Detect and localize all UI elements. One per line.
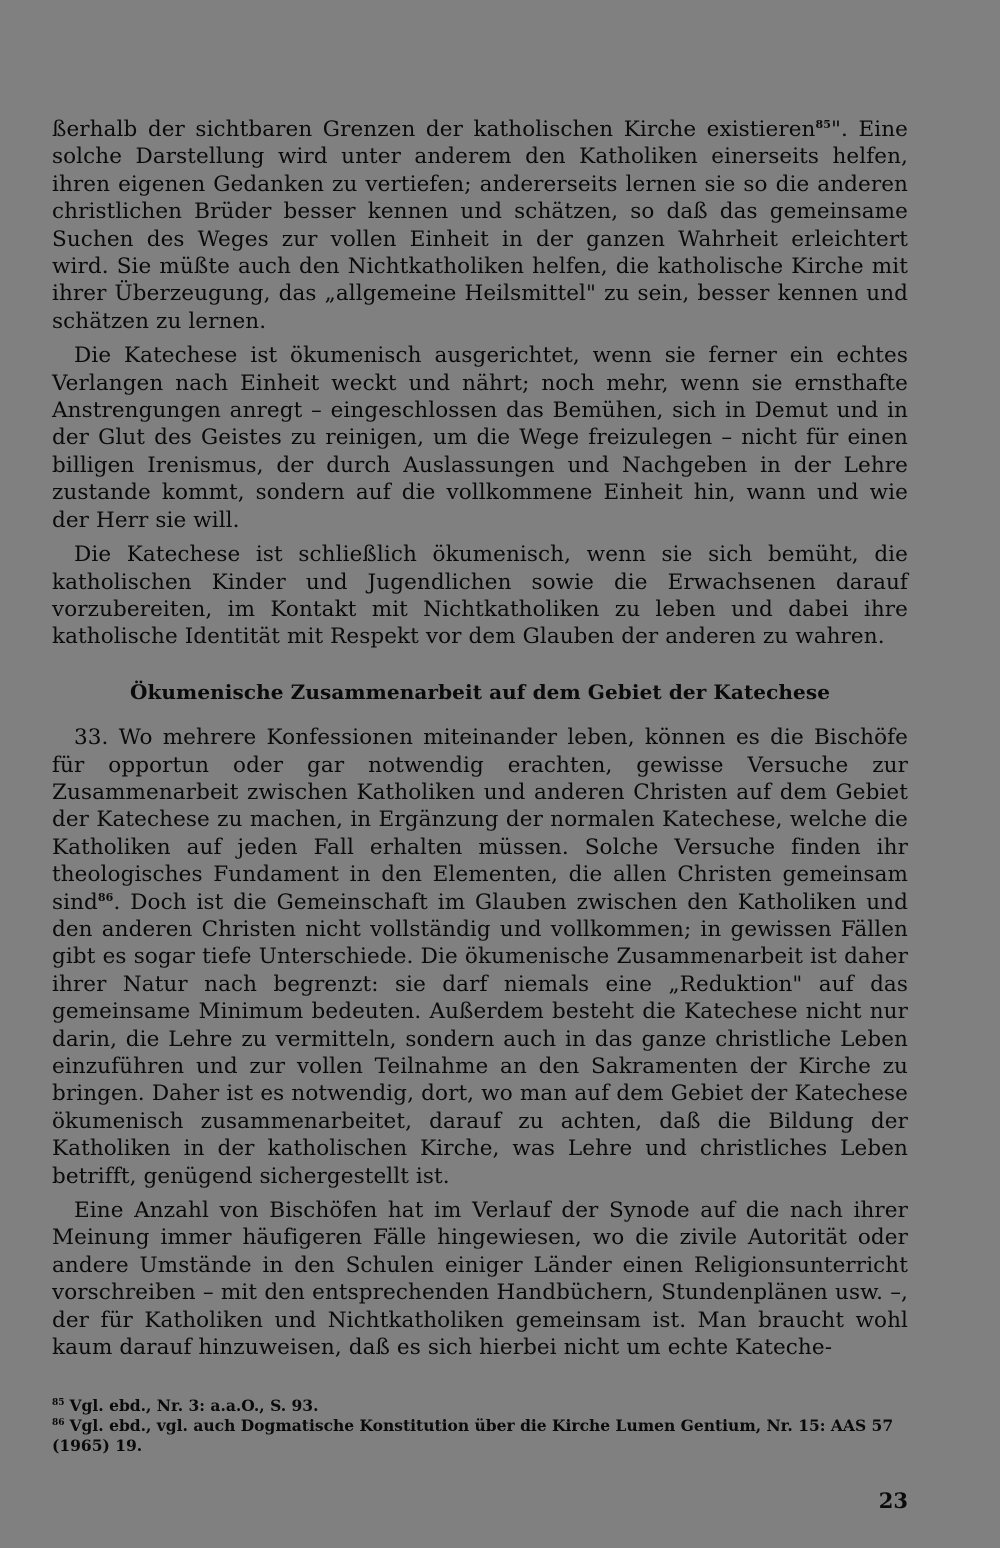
footnote-text: Vgl. ebd., Nr. 3: a.a.O., S. 93. bbox=[69, 1396, 319, 1415]
paragraph-1 bbox=[52, 116, 908, 335]
paragraph-5: Eine Anzahl von Bischöfen hat im Verlauf der Synode auf die nach ihrer Meinung immer häufigeren Fälle hingewiesen, wo die zivile Autorität oder andere Umstände in den Schulen einiger Länder einen Religionsunterricht vorschreiben – mit den entsprechenden Handbüchern, Stundenplänen usw. –, der für Katholiken und Nichtkatholiken gemeinsam ist. Man braucht wohl kaum darauf hinzuweisen, daß es sich hierbei nicht um echte Kateche- bbox=[52, 1198, 908, 1361]
footnote-reference-85: 85 bbox=[815, 117, 832, 131]
footnote-text: Vgl. ebd., vgl. auch Dogmatische Konstitution über die Kirche Lumen Gentium, Nr. 15: AAS 57 (1965) 19. bbox=[52, 1416, 894, 1455]
paragraph-3: Die Katechese ist schließlich ökumenisch, wenn sie sich bemüht, die katholischen Kinder und Jugendlichen sowie die Erwachsenen darauf vorzubereiten, im Kontakt mit Nichtkatholiken zu leben und dabei ihre katholische Identität mit Respekt vor dem Glauben der anderen zu wahren. bbox=[52, 542, 908, 650]
paragraph-1-part-b: ". Eine solche Darstellung wird unter anderem den Katholiken einerseits helfen, ihren eigenen Gedanken zu vertiefen; andererseits lernen sie so die anderen christlichen Brüder besser kennen und schätzen, so daß das gemeinsame Suchen des Weges zur vollen Einheit in der ganzen Wahrheit erleichtert wird. Sie müßte auch den Nichtkatholiken helfen, die katholische Kirche mit ihrer Überzeugung, das „allgemeine Heilsmittel" zu sein, besser kennen und schätzen zu lernen. bbox=[52, 117, 908, 334]
paragraph-4-part-b: . Doch ist die Gemeinschaft im Glauben zwischen den Katholiken und den anderen Christen nicht vollständig und vollkommen; in gewissen Fällen gibt es sogar tiefe Unterschiede. Die ökumenische Zusammenarbeit ist daher ihrer Natur nach begrenzt: sie darf niemals eine „Reduktion" auf das gemeinsame Minimum bedeuten. Außerdem besteht die Katechese nicht nur darin, die Lehre zu vermitteln, sondern auch in das ganze christliche Leben einzuführen und zur vollen Teilnahme an den Sakramenten der Kirche zu bringen. Daher ist es notwendig, dort, wo man auf dem Gebiet der Katechese ökumenisch zusammenarbeitet, darauf zu achten, daß die Bildung der Katholiken in der katholischen Kirche, was Lehre und christliches Leben betrifft, genügend sichergestellt ist. bbox=[52, 889, 908, 1189]
footnote-reference-86: 86 bbox=[97, 890, 114, 904]
footnote-mark: 85 bbox=[52, 1397, 65, 1408]
footnote-mark: 86 bbox=[52, 1417, 65, 1428]
footnote-85 bbox=[52, 1396, 908, 1416]
main-text bbox=[52, 116, 908, 1368]
footnote-86 bbox=[52, 1416, 908, 1456]
paragraph-1-part-a: ßerhalb der sichtbaren Grenzen der katholischen Kirche existieren bbox=[52, 117, 816, 142]
page-number: 23 bbox=[878, 1488, 908, 1513]
paragraph-4 bbox=[52, 724, 908, 1190]
paragraph-2: Die Katechese ist ökumenisch ausgerichtet, wenn sie ferner ein echtes Verlangen nach Einheit weckt und nährt; noch mehr, wenn sie ernsthafte Anstrengungen anregt – eingeschlossen das Bemühen, sich in Demut und in der Glut des Geistes zu reinigen, um die Wege freizulegen – nicht für einen billigen Irenismus, der durch Auslassungen und Nachgeben in der Lehre zustande kommt, sondern auf die vollkommene Einheit hin, wann und wie der Herr sie will. bbox=[52, 343, 908, 533]
footnotes bbox=[52, 1396, 908, 1456]
section-heading: Ökumenische Zusammenarbeit auf dem Gebiet der Katechese bbox=[129, 679, 831, 704]
paragraph-4-part-a: 33. Wo mehrere Konfessionen miteinander leben, können es die Bischöfe für opportun oder gar notwendig erachten, gewisse Versuche zur Zusammenarbeit zwischen Katholiken und anderen Christen auf dem Gebiet der Katechese zu machen, in Ergänzung der normalen Katechese, welche die Katholiken auf jeden Fall erhalten müssen. Solche Versuche finden ihr theologisches Fundament in den Elementen, die allen Christen gemeinsam sind bbox=[52, 725, 908, 915]
